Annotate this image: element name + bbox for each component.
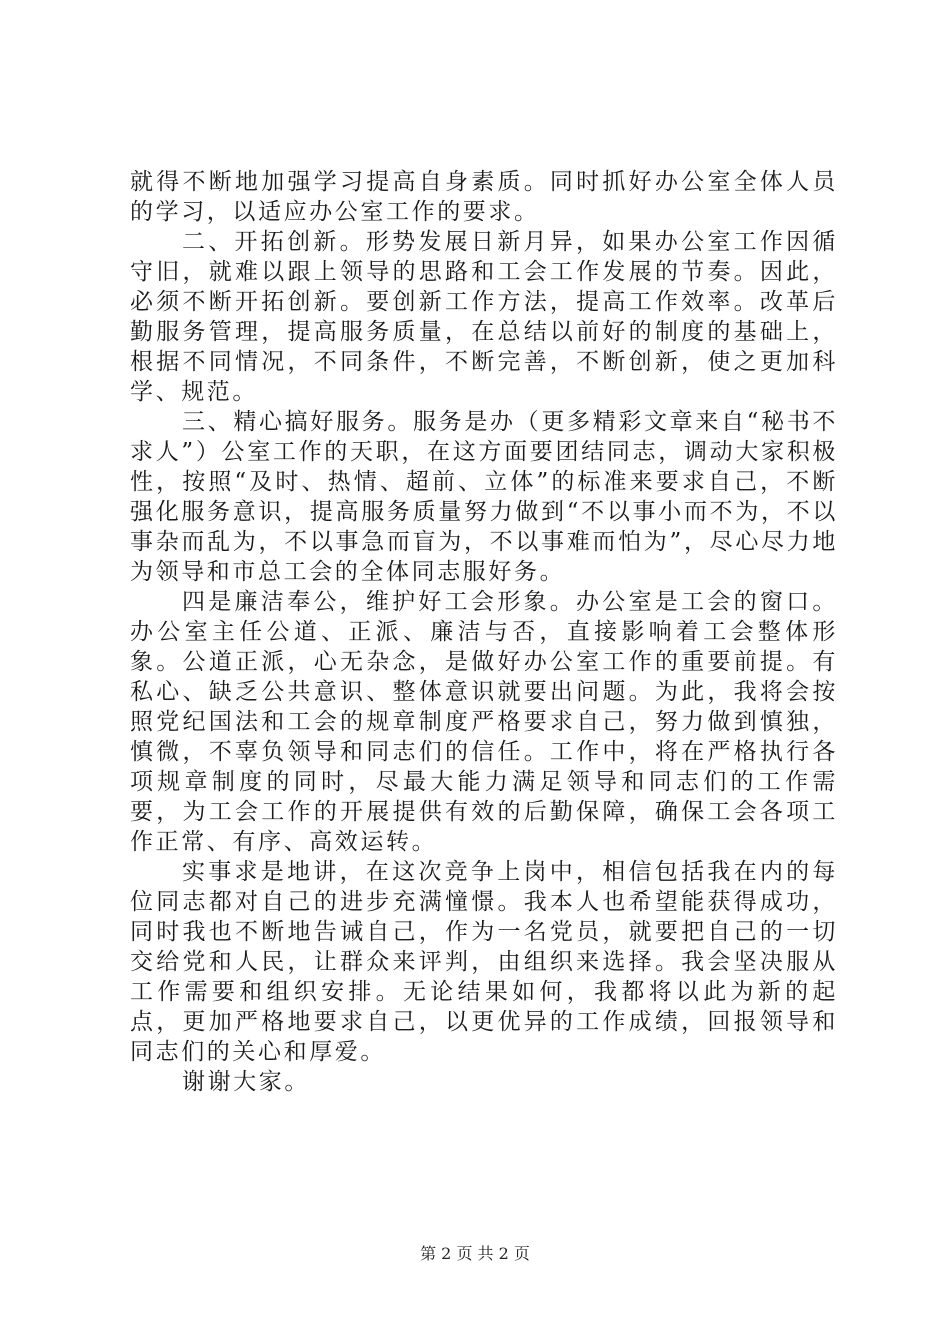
document-body bbox=[130, 167, 838, 1097]
paragraph-integrity: 四是廉洁奉公，维护好工会形象。办公室是工会的窗口。办公室主任公道、正派、廉洁与否，直接影响着工会整体形象。公道正派，心无杂念，是做好办公室工作的重要前提。有私心、缺乏公共意识、整体意识就要出问题。为此，我将会按照党纪国法和工会的规章制度严格要求自己，努力做到慎独，慎微，不辜负领导和同志们的信任。工作中，将在严格执行各项规章制度的同时，尽最大能力满足领导和同志们的工作需要，为工会工作的开展提供有效的后勤保障，确保工会各项工作正常、有序、高效运转。 bbox=[130, 589, 838, 855]
paragraph-service: 三、精心搞好服务。服务是办（更多精彩文章来自“秘书不求人”）公室工作的天职，在这方面要团结同志，调动大家积极性，按照“及时、热情、超前、立体”的标准来要求自己，不断强化服务意识，提高服务质量努力做到“不以事小而不为，不以事杂而乱为，不以事急而盲为，不以事难而怕为”，尽心尽力地为领导和市总工会的全体同志服好务。 bbox=[130, 409, 838, 585]
page-number-footer: 第 2 页 共 2 页 bbox=[420, 1244, 530, 1263]
paragraph-continuation: 就得不断地加强学习提高自身素质。同时抓好办公室全体人员的学习，以适应办公室工作的要求。 bbox=[130, 169, 838, 225]
paragraph-thanks: 谢谢大家。 bbox=[182, 1069, 310, 1095]
paragraph-innovation: 二、开拓创新。形势发展日新月异，如果办公室工作因循守旧，就难以跟上领导的思路和工会工作发展的节奏。因此，必须不断开拓创新。要创新工作方法，提高工作效率。改革后勤服务管理，提高服务质量，在总结以前好的制度的基础上，根据不同情况，不同条件，不断完善，不断创新，使之更加科学、规范。 bbox=[130, 229, 838, 405]
paragraph-conclusion: 实事求是地讲，在这次竞争上岗中，相信包括我在内的每位同志都对自己的进步充满憧憬。我本人也希望能获得成功，同时我也不断地告诫自己，作为一名党员，就要把自己的一切交给党和人民，让群众来评判，由组织来选择。我会坚决服从工作需要和组织安排。无论结果如何，我都将以此为新的起点，更加严格地要求自己，以更优异的工作成绩，回报领导和同志们的关心和厚爱。 bbox=[130, 859, 838, 1065]
